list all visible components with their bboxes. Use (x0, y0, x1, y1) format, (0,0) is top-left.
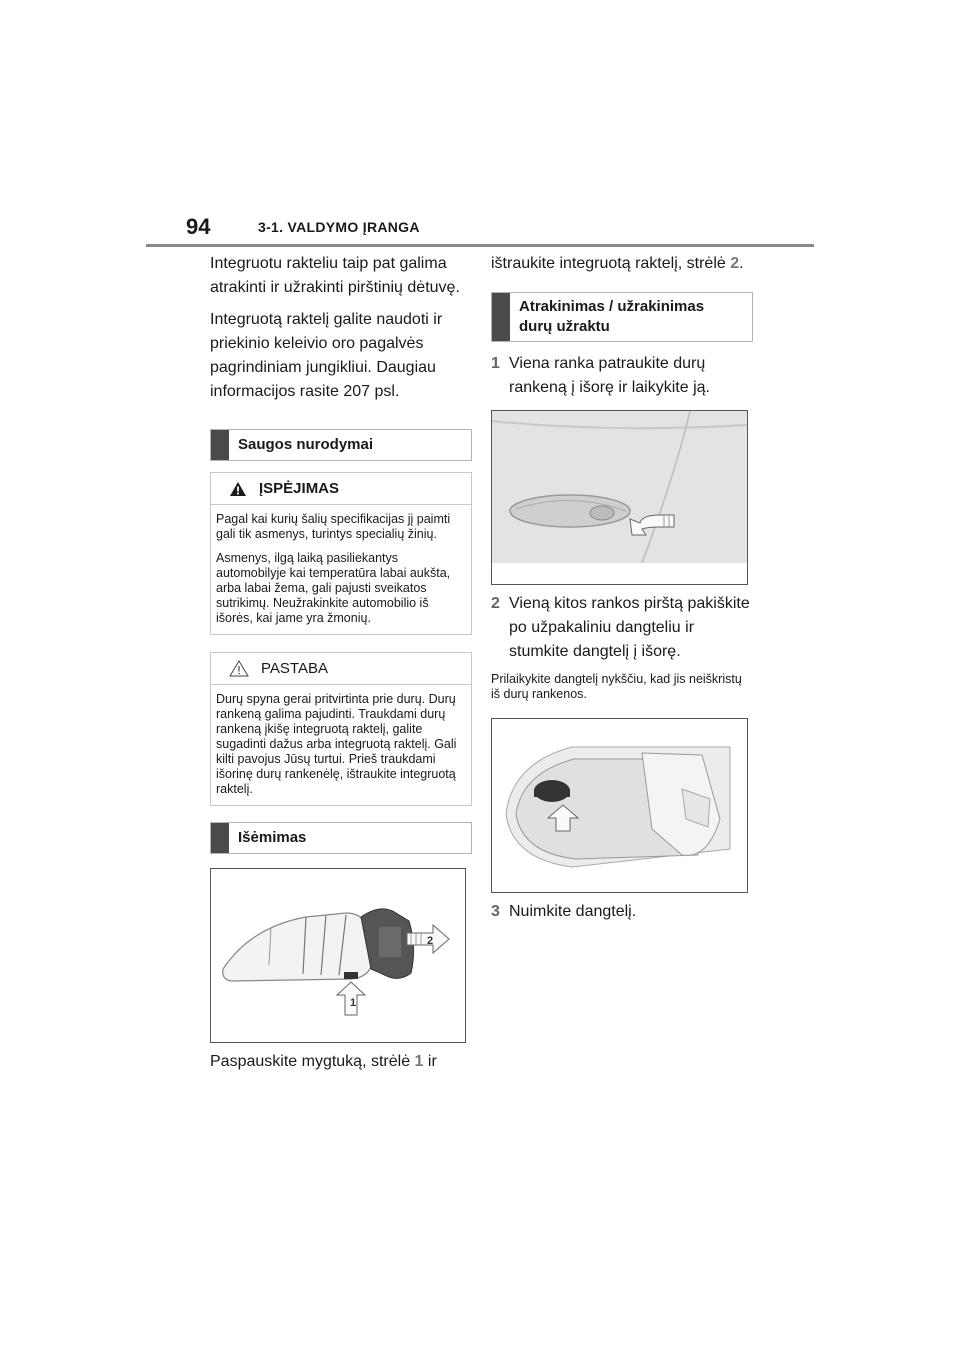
warning-text-2: Asmenys, ilgą laiką pasiliekantys automobilyje kai temperatūra labai aukšta, arba labai žema, gali pajusti sveikatos sutrikimų. Neužrakinkite automobilio iš išorės, kai jame yra žmonių. (216, 551, 451, 625)
key-removal-illustration (211, 869, 465, 1042)
cover-removal-illustration (492, 719, 747, 892)
note-box (210, 652, 472, 806)
arrow-2-label: 2 (427, 935, 434, 947)
left-column (210, 252, 472, 1082)
warning-box (210, 472, 472, 635)
cover-removal-figure (491, 718, 748, 893)
step-2: 2 Vieną kitos rankos pirštą pakiškite po užpakaliniu dangteliu ir stumkite dangtelį į išorę. (491, 595, 750, 660)
step-3: 3 Nuimkite dangtelį. (491, 903, 637, 920)
intro-paragraph-1: Integruotu rakteliu taip pat galima atrakinti ir užrakinti pirštinių dėtuvę. (210, 255, 460, 296)
header-divider (146, 244, 814, 247)
warning-icon (229, 481, 247, 497)
removal-heading-box (210, 822, 472, 854)
key-removal-figure (210, 868, 466, 1043)
removal-caption: Paspauskite mygtuką, strėlė 1 ir (210, 1053, 437, 1070)
door-handle-illustration (492, 411, 747, 584)
arrow-1-label: 1 (350, 997, 357, 1009)
warning-text-1: Pagal kai kurių šalių specifikacijas jį paimti gali tik asmenys, turintys specialių žinių. (216, 512, 451, 541)
removal-heading: Išėmimas (238, 829, 307, 846)
continuation-paragraph: ištraukite integruotą raktelį, strėlė 2. (491, 255, 744, 272)
warning-title: ĮSPĖJIMAS (259, 480, 340, 497)
caution-outline-icon (229, 660, 249, 677)
page-number: 94 (186, 214, 211, 239)
right-column (491, 252, 753, 924)
hold-note: Prilaikykite dangtelį nykščiu, kad jis neiškristų iš durų rankenos. (491, 672, 742, 701)
lock-heading: Atrakinimas / užrakinimas durų užraktu (519, 298, 705, 335)
door-handle-figure (491, 410, 748, 585)
chapter-title: 3-1. VALDYMO ĮRANGA (258, 219, 420, 235)
note-text: Durų spyna gerai pritvirtinta prie durų. Durų rankeną galima pajudinti. Traukdami durų rankeną įkišę integruotą raktelį, galite sugadinti dažus arba integruotą raktelį. Gali kilti pavojus Jūsų turtui. Prieš traukdami išorinę durų rankenėlę, ištraukite integruotą raktelį. (216, 692, 457, 796)
intro-paragraph-2: Integruotą raktelį galite naudoti ir priekinio keleivio oro pagalvės pagrindiniam jungikliui. Daugiau informacijos rasite 207 psl. (210, 311, 443, 400)
lock-heading-box (491, 292, 753, 342)
safety-heading-box (210, 429, 472, 461)
lock-cylinder-icon (534, 780, 570, 802)
step-1: 1 Viena ranka patraukite durų rankeną į išorę ir laikykite ją. (491, 355, 710, 396)
note-title: PASTABA (261, 660, 328, 677)
safety-heading: Saugos nurodymai (238, 436, 374, 453)
release-button (344, 972, 358, 979)
